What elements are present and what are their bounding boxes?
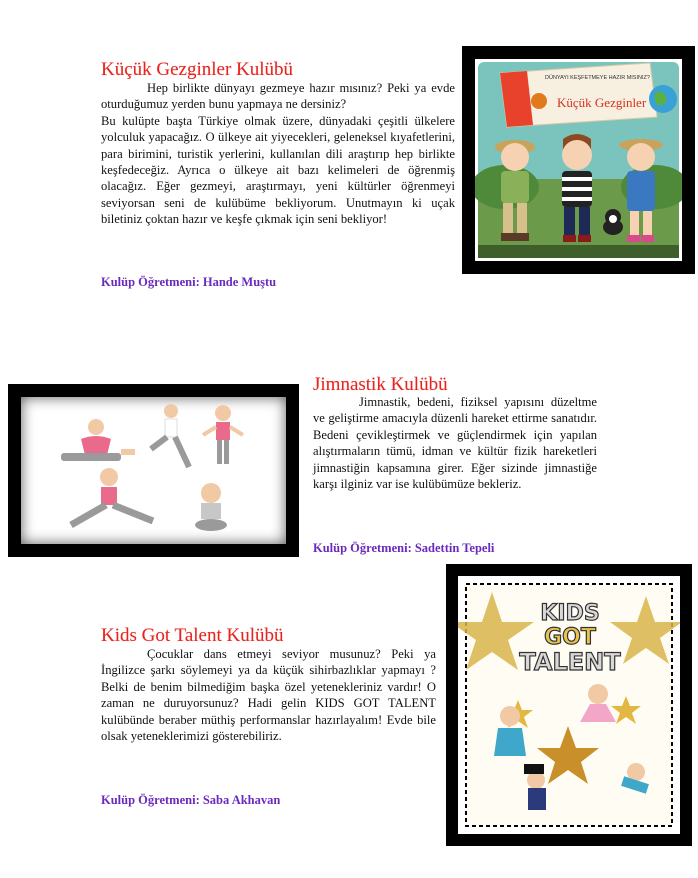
club-image-frame-talent (446, 564, 692, 846)
ticket-header: DÜNYAYI KEŞFETMEYE HAZIR MISINIZ? (545, 75, 650, 81)
talent-illustration (458, 576, 680, 834)
child-kick (151, 404, 189, 467)
logo-line-kids: KIDS (540, 601, 600, 626)
logo-line-talent: TALENT (519, 648, 621, 676)
paragraph: Çocuklar dans etmeyi seviyor musunuz? Peki ya İngilizce şarkı söylemeyi ya da küçük sihirbazlıklar yapmayı ?Belki de benim bilmediğim başka özel yetenekleriniz vardır! O zaman ne duruyorsunuz? Hadi gelin KIDS GOT TALENT kulübünde beraber müthiş performanslar hazırlayalım! Evde bile olsak yeteneklerimizi gösterebiliriz. (101, 647, 436, 744)
club-teacher-talent: Kulüp Öğretmeni: Saba Akhavan (101, 793, 281, 807)
club-description-gymnastics (313, 394, 597, 492)
club-title-gymnastics: Jimnastik Kulübü (313, 374, 448, 395)
club-description-talent (101, 646, 436, 744)
child-stand (203, 405, 243, 464)
child-sit (195, 483, 227, 531)
club-teacher-gymnastics: Kulüp Öğretmeni: Sadettin Tepeli (313, 541, 495, 555)
travelers-illustration (475, 59, 682, 261)
logo-line-got: GOT (544, 625, 596, 650)
club-title-travelers: Küçük Gezginler Kulübü (101, 59, 294, 80)
child-stretch (61, 419, 135, 461)
paragraph: Hep birlikte dünyayı gezmeye hazır mısınız? Peki ya evde oturduğumuz yerden bunu yapmaya ne dersiniz? (101, 81, 455, 112)
club-description-travelers (101, 80, 455, 228)
club-title-talent: Kids Got Talent Kulübü (101, 625, 284, 646)
gymnastics-illustration (21, 397, 286, 544)
ticket-title: Küçük Gezginler (557, 95, 647, 110)
paragraph: Jimnastik, bedeni, fiziksel yapısını düzeltme ve geliştirme amacıyla düzenli hareket ettirme sanatıdır. Bedeni çevikleştirmek ve güçlendirmek için yapılan alıştırmaların tümü, idman ve kültür fizik hareketleri jimnastiğin kapsamına girer. Eğer sizinde jimnastiğe karşı ilginiz var ise kulübümüze bekleriz. (313, 395, 597, 492)
club-image-frame-gymnastics (8, 384, 299, 557)
paragraph: Bu kulüpte başta Türkiye olmak üzere, dünyadaki çeşitli ülkelere yolculuk yapacağız. O ülkeye ait yiyecekleri, geleneksel kıyafetlerini, para birimini, turistik yerlerini, kullanılan dili araştırıp hep birlikte keşfedeceğiz. Ayrıca o ülkeye ait bazı kelimeleri de öğrenmiş olacağız. Eğer gezmeyi, araştırmayı, yeni kültürler öğrenmeyi seviyorsan seni de kulübüme bekliyorum. Unutmayın ki uçak biletiniz çoktan hazır ve keşfe çıkmak için seni bekliyor! (101, 113, 455, 227)
club-image-frame-travelers (462, 46, 695, 274)
club-teacher-travelers: Kulüp Öğretmeni: Hande Muştu (101, 275, 277, 289)
child-splits (71, 468, 153, 525)
